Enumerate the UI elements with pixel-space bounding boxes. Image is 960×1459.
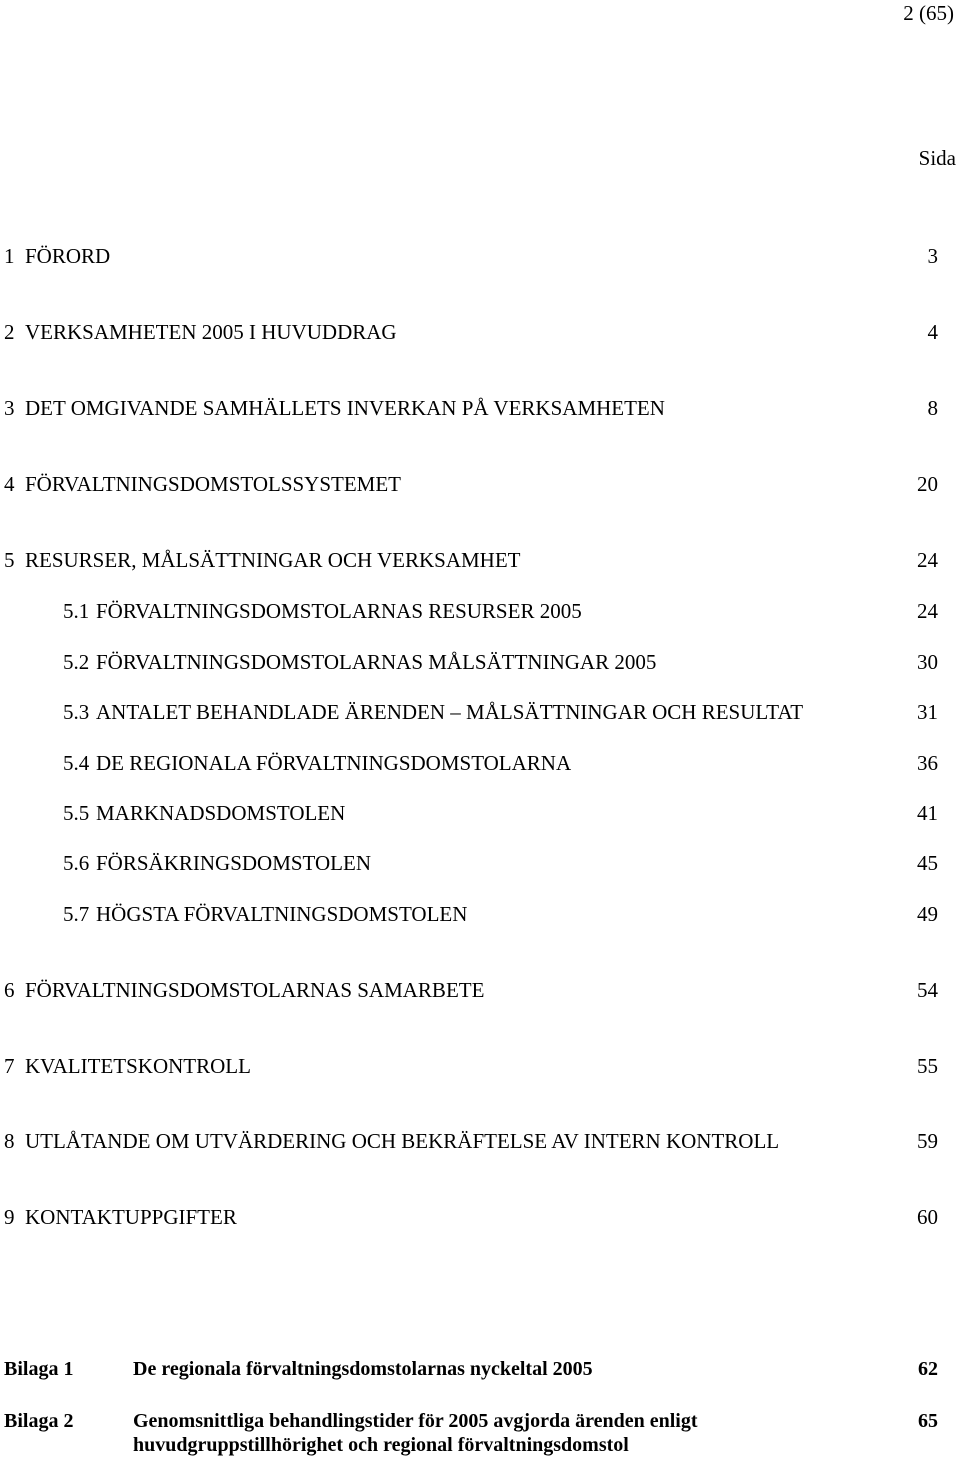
toc-entry-5-6[interactable]: [0, 850, 960, 876]
toc-entry-title: FÖRVALTNINGSDOMSTOLARNAS RESURSER 2005: [96, 599, 582, 623]
toc-entry-title: KONTAKTUPPGIFTER: [25, 1205, 237, 1229]
toc-entry-5-3[interactable]: [0, 699, 960, 725]
toc-entry-number: 9: [4, 1205, 15, 1229]
toc-entry-5-5[interactable]: [0, 800, 960, 826]
toc-entry-title: FÖRSÄKRINGSDOMSTOLEN: [96, 851, 371, 875]
toc-entry-2[interactable]: [0, 319, 960, 345]
page-column-label: Sida: [918, 146, 956, 170]
toc-entry-title: DET OMGIVANDE SAMHÄLLETS INVERKAN PÅ VERKSAMHETEN: [25, 396, 665, 420]
toc-entry-page: 54: [917, 978, 938, 1002]
toc-entry-title: FÖRVALTNINGSDOMSTOLSSYSTEMET: [25, 472, 402, 496]
toc-entry-9[interactable]: [0, 1204, 960, 1230]
toc-entry-title: DE REGIONALA FÖRVALTNINGSDOMSTOLARNA: [96, 751, 572, 775]
toc-entry-title: FÖRVALTNINGSDOMSTOLARNAS SAMARBETE: [25, 978, 485, 1002]
toc-entry-page: 31: [917, 700, 938, 724]
toc-entry-title: FÖRORD: [25, 244, 111, 268]
toc-entry-3[interactable]: [0, 395, 960, 421]
appendix-page: 65: [918, 1410, 938, 1432]
toc-entry-7[interactable]: [0, 1053, 960, 1079]
toc-entry-page: 4: [927, 320, 938, 344]
toc-entry-page: 24: [917, 599, 938, 623]
page-number: 2 (65): [903, 1, 954, 25]
toc-entry-4[interactable]: [0, 471, 960, 497]
appendix-title: De regionala förvaltningsdomstolarnas nyckeltal 2005: [133, 1358, 593, 1380]
toc-entry-number: 1: [4, 244, 15, 268]
toc-entry-page: 41: [917, 801, 938, 825]
toc-entry-title: RESURSER, MÅLSÄTTNINGAR OCH VERKSAMHET: [25, 548, 521, 572]
toc-entry-title: VERKSAMHETEN 2005 I HUVUDDRAG: [25, 320, 397, 344]
toc-entry-page: 55: [917, 1054, 938, 1078]
toc-entry-number: 5.6: [63, 851, 90, 875]
toc-entry-5-4[interactable]: [0, 750, 960, 776]
appendix-label: Bilaga 1: [4, 1358, 74, 1380]
toc-entry-8[interactable]: [0, 1128, 960, 1154]
toc-entry-number: 5.7: [63, 902, 90, 926]
toc-entry-1[interactable]: [0, 243, 960, 269]
toc-entry-page: 36: [917, 751, 938, 775]
toc-entry-number: 5.1: [63, 599, 90, 623]
toc-entry-page: 3: [927, 244, 938, 268]
toc-entry-5-7[interactable]: [0, 901, 960, 927]
toc-entry-5-1[interactable]: [0, 598, 960, 624]
appendix-label: Bilaga 2: [4, 1410, 74, 1432]
toc-entry-page: 20: [917, 472, 938, 496]
toc-entry-page: 8: [927, 396, 938, 420]
toc-entry-number: 6: [4, 978, 15, 1002]
toc-entry-page: 60: [917, 1205, 938, 1229]
toc-entry-number: 4: [4, 472, 15, 496]
toc-entry-title: MARKNADSDOMSTOLEN: [96, 801, 346, 825]
toc-entry-number: 3: [4, 396, 15, 420]
toc-entry-page: 30: [917, 650, 938, 674]
toc-entry-number: 5.5: [63, 801, 90, 825]
toc-entry-number: 8: [4, 1129, 15, 1153]
toc-entry-number: 5.2: [63, 650, 90, 674]
appendix-title: Genomsnittliga behandlingstider för 2005 avgjorda ärenden enligt huvudgruppstillhörighet och regional förvaltningsdomstol: [133, 1410, 698, 1456]
toc-entry-title: HÖGSTA FÖRVALTNINGSDOMSTOLEN: [96, 902, 468, 926]
toc-entry-page: 59: [917, 1129, 938, 1153]
toc-entry-number: 7: [4, 1054, 15, 1078]
toc-entry-5-2[interactable]: [0, 649, 960, 675]
toc-entry-5[interactable]: [0, 547, 960, 573]
toc-entry-title: FÖRVALTNINGSDOMSTOLARNAS MÅLSÄTTNINGAR 2005: [96, 650, 657, 674]
toc-entry-title: ANTALET BEHANDLADE ÄRENDEN – MÅLSÄTTNINGAR OCH RESULTAT: [96, 700, 804, 724]
toc-entry-page: 45: [917, 851, 938, 875]
toc-entry-title: KVALITETSKONTROLL: [25, 1054, 251, 1078]
toc-entry-6[interactable]: [0, 977, 960, 1003]
toc-entry-number: 2: [4, 320, 15, 344]
toc-entry-number: 5: [4, 548, 15, 572]
toc-entry-title: UTLÅTANDE OM UTVÄRDERING OCH BEKRÄFTELSE AV INTERN KONTROLL: [25, 1129, 780, 1153]
appendix-page: 62: [918, 1358, 938, 1380]
toc-entry-page: 49: [917, 902, 938, 926]
toc-entry-number: 5.4: [63, 751, 90, 775]
toc-entry-page: 24: [917, 548, 938, 572]
toc-entry-number: 5.3: [63, 700, 90, 724]
